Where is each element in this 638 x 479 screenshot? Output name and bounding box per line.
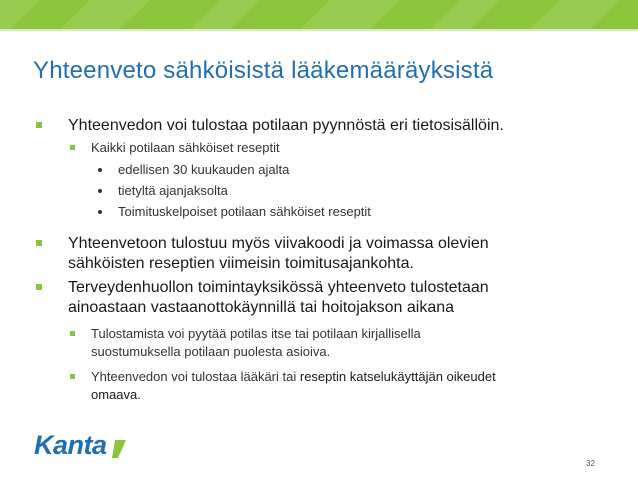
bullet-3-sub-2-line-2: omaava. xyxy=(91,387,141,402)
bullet-marker xyxy=(36,284,42,290)
bullet-marker xyxy=(70,145,75,150)
bullet-marker xyxy=(70,374,75,379)
bullet-marker xyxy=(70,331,75,336)
bullet-3-sub-1-line-2: suostumuksella potilaan puolesta asioiva. xyxy=(91,344,331,359)
bullet-3-line-1: Terveydenhuollon toimintayksikössä yhteenveto tulostetaan xyxy=(68,279,489,296)
bullet-3-line-2: ainoastaan vastaanottokäynnillä tai hoitojakson aikana xyxy=(68,299,455,316)
header-band-pattern xyxy=(0,0,638,29)
bullet-2-line-1: Yhteenvetoon tulostuu myös viivakoodi ja voimassa olevien xyxy=(68,235,489,252)
bullet-1-sub-item-3: Toimituskelpoiset potilaan sähköiset reseptit xyxy=(118,204,371,219)
header-band xyxy=(0,0,638,29)
bullet-marker xyxy=(36,240,42,246)
bullet-dot xyxy=(98,210,102,214)
bullet-3-sub-2-part-1: Yhteenvedon voi tulostaa lääkäri tai xyxy=(91,369,300,384)
bullet-1-sub-item-1: edellisen 30 kuukauden ajalta xyxy=(118,162,290,177)
bullet-3-sub-2-part-2: reseptin katselukäyttäjän oikeudet xyxy=(299,369,496,384)
bullet-1-text: Yhteenvedon voi tulostaa potilaan pyynnöstä eri tietosisällöin. xyxy=(68,117,504,134)
bullet-1-sub-text: Kaikki potilaan sähköiset reseptit xyxy=(91,140,280,155)
bullet-dot xyxy=(98,168,102,172)
bullet-1-sub-item-2: tietyltä ajanjaksolta xyxy=(118,183,228,198)
logo-text: Kanta xyxy=(34,430,107,460)
bullet-3-sub-1-line-1: Tulostamista voi pyytää potilas itse tai potilaan kirjallisella xyxy=(91,326,421,341)
slide-title: Yhteenveto sähköisistä lääkemääräyksistä xyxy=(33,57,494,84)
page-number: 32 xyxy=(586,459,595,468)
bullet-3-sub-2-line-1 xyxy=(91,368,496,385)
bullet-marker xyxy=(36,122,42,128)
bullet-2-line-2: sähköisten reseptien viimeisin toimitusajankohta. xyxy=(68,255,414,272)
logo-mark-icon xyxy=(112,440,126,458)
bullet-dot xyxy=(98,189,102,193)
header-divider xyxy=(0,29,638,31)
